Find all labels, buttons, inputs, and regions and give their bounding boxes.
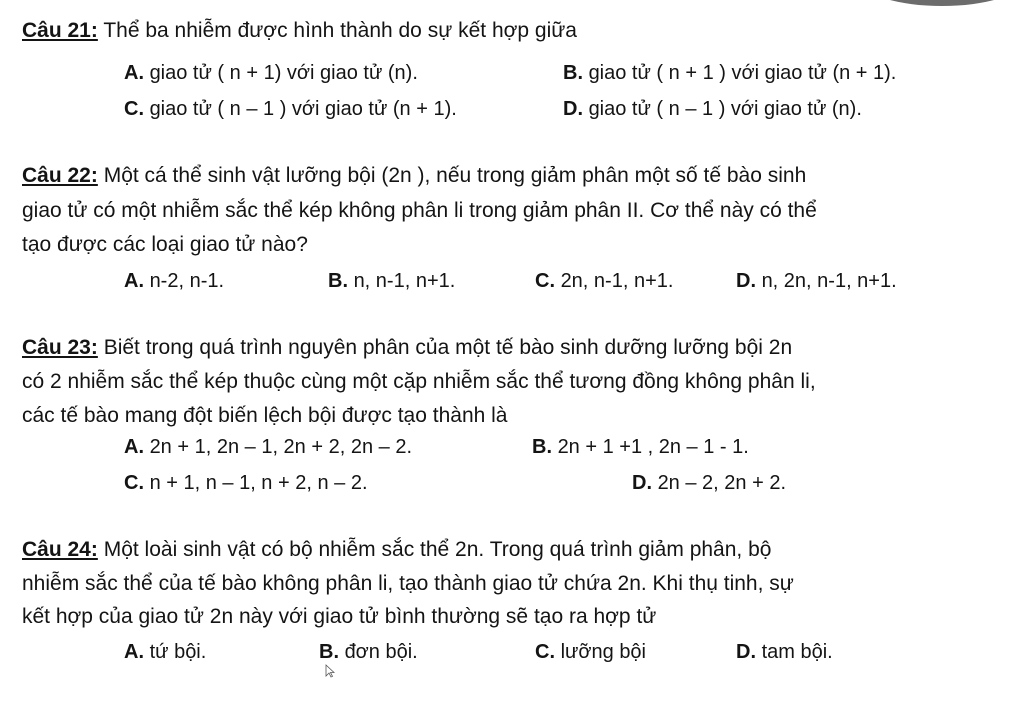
option-text: n, 2n, n-1, n+1. xyxy=(761,270,897,292)
question-23-option-c[interactable] xyxy=(124,470,368,496)
option-letter: C. xyxy=(535,641,555,663)
question-23-stem-line-3: các tế bào mang đột biến lệch bội được tạo thành là xyxy=(22,404,508,427)
question-21-option-a[interactable] xyxy=(124,60,418,86)
option-letter: D. xyxy=(632,472,652,494)
question-24-option-a[interactable] xyxy=(124,639,206,665)
window-corner-control xyxy=(862,0,1022,6)
question-23-stem: Biết trong quá trình nguyên phân của một tế bào sinh dưỡng lưỡng bội 2n xyxy=(103,336,793,359)
option-text: đơn bội. xyxy=(344,641,418,663)
mouse-cursor-icon xyxy=(325,664,335,678)
question-24-stem: Một loài sinh vật có bộ nhiễm sắc thể 2n. Trong quá trình giảm phân, bộ xyxy=(103,538,772,561)
option-text: giao tử ( n + 1) với giao tử (n). xyxy=(149,62,418,84)
question-22-stem: Một cá thể sinh vật lưỡng bội (2n ), nếu trong giảm phân một số tế bào sinh xyxy=(103,164,807,187)
option-letter: A. xyxy=(124,436,144,458)
option-text: n, n-1, n+1. xyxy=(353,270,456,292)
question-24-stem-line-1 xyxy=(22,537,771,563)
option-letter: B. xyxy=(319,641,339,663)
question-21-option-d[interactable] xyxy=(563,96,862,122)
question-22-option-d[interactable] xyxy=(736,268,897,294)
question-24-option-d[interactable] xyxy=(736,639,833,665)
question-22-stem-line-1 xyxy=(22,163,806,189)
option-letter: A. xyxy=(124,270,144,292)
option-text: lưỡng bội xyxy=(560,641,647,663)
option-text: giao tử ( n – 1 ) với giao tử (n). xyxy=(588,98,862,120)
question-21-option-c[interactable] xyxy=(124,96,457,122)
question-21-stem-line-1 xyxy=(22,18,577,44)
option-letter: D. xyxy=(563,98,583,120)
option-letter: A. xyxy=(124,641,144,663)
option-text: 2n + 1 +1 , 2n – 1 - 1. xyxy=(557,436,749,458)
question-23-option-d[interactable] xyxy=(632,470,786,496)
question-21-option-b[interactable] xyxy=(563,60,896,86)
question-22-option-a[interactable] xyxy=(124,268,224,294)
question-24-stem-line-2: nhiễm sắc thể của tế bào không phân li, tạo thành giao tử chứa 2n. Khi thụ tinh, sự xyxy=(22,572,794,595)
option-text: n-2, n-1. xyxy=(149,270,225,292)
option-text: giao tử ( n + 1 ) với giao tử (n + 1). xyxy=(588,62,897,84)
question-22-option-c[interactable] xyxy=(535,268,673,294)
option-letter: D. xyxy=(736,270,756,292)
question-24-label: Câu 24: xyxy=(22,538,98,561)
option-letter: B. xyxy=(532,436,552,458)
option-text: 2n, n-1, n+1. xyxy=(560,270,674,292)
question-23-stem-line-2: có 2 nhiễm sắc thể kép thuộc cùng một cặp nhiễm sắc thể tương đồng không phân li, xyxy=(22,370,816,393)
option-letter: C. xyxy=(124,472,144,494)
question-23-option-a[interactable] xyxy=(124,434,412,460)
question-24-stem-line-3: kết hợp của giao tử 2n này với giao tử bình thường sẽ tạo ra hợp tử xyxy=(22,605,657,628)
question-22-label: Câu 22: xyxy=(22,164,98,187)
option-letter: C. xyxy=(535,270,555,292)
option-text: tam bội. xyxy=(761,641,833,663)
question-24-option-c[interactable] xyxy=(535,639,646,665)
option-text: 2n – 2, 2n + 2. xyxy=(657,472,786,494)
option-text: giao tử ( n – 1 ) với giao tử (n + 1). xyxy=(149,98,457,120)
option-text: 2n + 1, 2n – 1, 2n + 2, 2n – 2. xyxy=(149,436,412,458)
option-letter: C. xyxy=(124,98,144,120)
option-letter: B. xyxy=(328,270,348,292)
option-letter: D. xyxy=(736,641,756,663)
question-23-label: Câu 23: xyxy=(22,336,98,359)
question-22-stem-line-2: giao tử có một nhiễm sắc thể kép không phân li trong giảm phân II. Cơ thể này có thể xyxy=(22,199,817,222)
option-letter: B. xyxy=(563,62,583,84)
question-23-stem-line-1 xyxy=(22,335,792,361)
question-21-stem: Thể ba nhiễm được hình thành do sự kết hợp giữa xyxy=(103,19,577,42)
option-text: n + 1, n – 1, n + 2, n – 2. xyxy=(149,472,368,494)
question-22-stem-line-3: tạo được các loại giao tử nào? xyxy=(22,233,308,256)
option-text: tứ bội. xyxy=(149,641,207,663)
question-24-option-b[interactable] xyxy=(319,639,418,665)
question-23-option-b[interactable] xyxy=(532,434,749,460)
option-letter: A. xyxy=(124,62,144,84)
question-22-option-b[interactable] xyxy=(328,268,455,294)
question-21-label: Câu 21: xyxy=(22,19,98,42)
